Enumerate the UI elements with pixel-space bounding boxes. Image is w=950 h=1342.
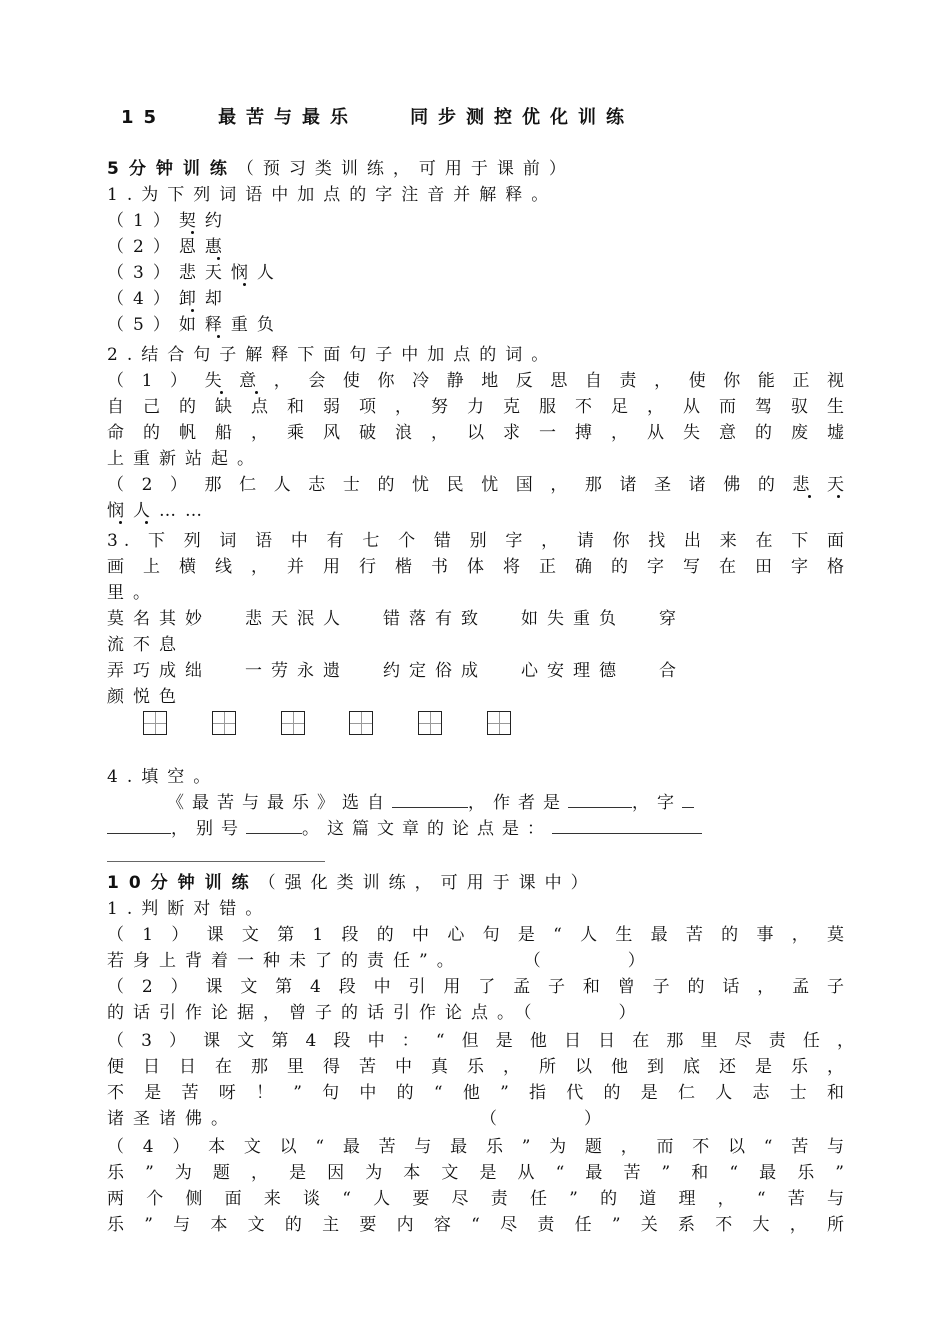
tianzige-box-5[interactable] [418, 711, 442, 735]
tianzige-box-4[interactable] [349, 711, 373, 735]
word-2: 悲天泯人 [245, 609, 349, 629]
word-4: 如失重负 [521, 609, 625, 629]
s2-line-8: 诸圣诸佛。 （ ） [107, 1109, 610, 1129]
blank-pen-name[interactable] [246, 817, 302, 834]
s2-line-5: （3）课文第4段中：“但是他日日在那里尽责任， [107, 1031, 860, 1051]
q3-words-row1 [107, 606, 850, 632]
blank-thesis[interactable] [552, 817, 702, 834]
tianzige-box-2[interactable] [212, 711, 236, 735]
blank-source[interactable] [392, 791, 468, 808]
blank-courtesy-name[interactable] [107, 817, 171, 834]
tianzige-grid [143, 711, 543, 737]
s2-line-1: （1）课文第1段的中心句是“人生最苦的事，莫 [107, 925, 850, 945]
word-6: 弄巧成绌 [107, 661, 211, 681]
q2-prompt: 2.结合句子解释下面句子中加点的词。 [107, 345, 558, 365]
s2-line-12: 乐”与本文的主要内容“尽责任”关系不大，所 [107, 1215, 850, 1235]
word-10: 合 [659, 661, 685, 681]
word-3: 错落有致 [383, 609, 487, 629]
page-title [121, 103, 634, 129]
word-1: 莫名其妙 [107, 609, 211, 629]
section2-heading: 10分钟训练 [107, 873, 259, 893]
exercise-subtitle: 同步测控优化训练 [410, 107, 635, 128]
q1-prompt: 1.为下列词语中加点的字注音并解释。 [107, 185, 558, 205]
s2-line-2: 若身上背着一种未了的责任”。 （ ） [107, 951, 654, 971]
s2-line-6: 便日日在那里得苦中真乐，所以他到底还是乐， [107, 1057, 850, 1077]
s2-line-9: （4）本文以“最苦与最乐”为题，而不以“苦与 [107, 1137, 850, 1157]
word-9: 心安理德 [521, 661, 625, 681]
q2-p1-line-1: （1）失意，会使你冷静地反思自责，使你能正视 [107, 371, 850, 391]
s2-line-11: 两个侧面来谈“人要尽责任”的道理，“苦与 [107, 1189, 850, 1209]
q1-item-5: （5）如释重负 [107, 315, 283, 335]
q4-text-c: ，字 [632, 793, 682, 813]
s2-q1-prompt: 1.判断对错。 [107, 899, 272, 919]
q4-line-2 [107, 816, 850, 842]
s2-line-10: 乐”为题，是因为本文是从“最苦”和“最乐” [107, 1163, 850, 1183]
lesson-number: 15 [121, 107, 167, 128]
thesis-blank-continuation[interactable] [107, 861, 325, 862]
q4-prompt: 4.填空。 [107, 767, 220, 787]
q2-p1-line-3: 命的帆船，乘风破浪，以求一搏，从失意的废墟 [107, 423, 850, 443]
q3-words-row1b: 流不息 [107, 635, 185, 655]
q4-text-b: ，作者是 [468, 793, 568, 813]
q1-item-2: （2）恩惠 [107, 237, 231, 257]
lesson-name: 最苦与最乐 [218, 107, 359, 128]
blank-courtesy-name-start[interactable] [682, 791, 694, 808]
s2-line-3: （2）课文第4段中引用了孟子和曾子的话，孟子 [107, 977, 850, 997]
q3-words-row2b: 颜悦色 [107, 687, 185, 707]
section1-heading: 5分钟训练 [107, 159, 237, 179]
s2-line-7: 不是苦呀！”句中的“他”指代的是仁人志士和 [107, 1083, 850, 1103]
q3-line-3: 里。 [107, 583, 159, 603]
q3-line-2: 画上横线，并用行楷书体将正确的字写在田字格 [107, 557, 850, 577]
word-7: 一劳永遗 [245, 661, 349, 681]
q2-p2-line-1: （2）那仁人志士的忧民忧国，那诸圣诸佛的悲天 [107, 475, 850, 495]
section1-header [107, 156, 850, 182]
q3-line-1: 3.下列词语中有七个错别字，请你找出来在下面 [107, 531, 850, 551]
s2-line-4: 的话引作论据，曾子的话引作论点。（ ） [107, 1003, 645, 1023]
tianzige-box-3[interactable] [281, 711, 305, 735]
q2-p1-line-2: 自己的缺点和弱项，努力克服不足，从而驾驭生 [107, 397, 850, 417]
q1-item-4: （4）卸却 [107, 289, 231, 309]
word-8: 约定俗成 [383, 661, 487, 681]
tianzige-box-1[interactable] [143, 711, 167, 735]
q1-item-3: （3）悲天悯人 [107, 263, 283, 283]
q2-p2-line-2: 悯人…… [107, 501, 211, 521]
section2-sub: （强化类训练，可用于课中） [258, 873, 597, 893]
section1-sub: （预习类训练，可用于课前） [236, 159, 575, 179]
word-5: 穿 [659, 609, 685, 629]
q3-words-row2 [107, 658, 850, 684]
q4-line-1 [107, 790, 850, 816]
q1-item-1: （1）契约 [107, 211, 231, 231]
q4-text-e: 。这篇文章的论点是： [302, 819, 552, 839]
q4-text-d: ，别号 [171, 819, 246, 839]
q4-text-a: 《最苦与最乐》选自 [167, 793, 392, 813]
section2-header [107, 870, 850, 896]
q2-p1-line-4: 上重新站起。 [107, 449, 263, 469]
blank-author[interactable] [568, 791, 632, 808]
tianzige-box-6[interactable] [487, 711, 511, 735]
